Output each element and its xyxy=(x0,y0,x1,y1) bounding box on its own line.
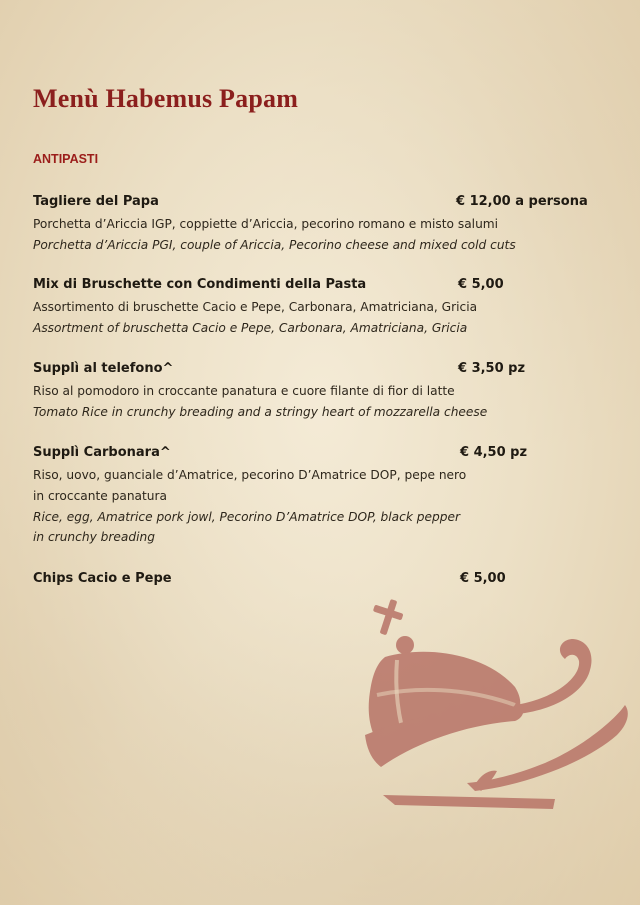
menu-item-header xyxy=(33,571,593,591)
menu-item xyxy=(33,445,593,548)
menu-item xyxy=(33,277,593,339)
menu-item-name: Supplì al telefono^ xyxy=(33,361,174,376)
menu-item-name: Tagliere del Papa xyxy=(33,194,159,209)
menu-item-header xyxy=(33,194,593,214)
menu-item-description-en: Assortment of bruschetta Cacio e Pepe, Carbonara, Amatriciana, Gricia xyxy=(33,320,468,335)
menu-item-description-en: Rice, egg, Amatrice pork jowl, Pecorino D’Amatrice DOP, black pepper xyxy=(33,509,461,524)
menu-item-description-en: Tomato Rice in crunchy breading and a stringy heart of mozzarella cheese xyxy=(33,404,488,419)
menu-item-description: Assortimento di bruschette Cacio e Pepe, Carbonara, Amatriciana, Gricia xyxy=(33,300,478,314)
menu-item xyxy=(33,194,593,256)
papal-tiara-icon xyxy=(355,595,635,835)
section-heading-antipasti: ANTIPASTI xyxy=(33,152,99,166)
menu-item-price: € 5,00 xyxy=(458,277,504,292)
menu-item-price: € 4,50 pz xyxy=(460,445,528,460)
menu-item-price: € 5,00 xyxy=(460,571,506,586)
menu-item-header xyxy=(33,277,593,297)
menu-title: Menù Habemus Papam xyxy=(33,84,299,113)
menu-item-description: Riso, uovo, guanciale d’Amatrice, pecorino D’Amatrice DOP, pepe nero xyxy=(33,468,467,482)
menu-item-description-en: Porchetta d’Ariccia PGI, couple of Ariccia, Pecorino cheese and mixed cold cuts xyxy=(33,237,516,252)
menu-item-header xyxy=(33,445,593,465)
menu-item xyxy=(33,361,593,423)
menu-item xyxy=(33,571,593,591)
menu-item-name: Supplì Carbonara^ xyxy=(33,445,171,460)
menu-item-description: Porchetta d’Ariccia IGP, coppiette d’Ariccia, pecorino romano e misto salumi xyxy=(33,217,499,231)
menu-item-description-en: in crunchy breading xyxy=(33,530,155,545)
menu-item-description: in croccante panatura xyxy=(33,488,168,503)
menu-item-description: Riso al pomodoro in croccante panatura e cuore filante di fior di latte xyxy=(33,384,455,398)
menu-item-header xyxy=(33,361,593,381)
menu-item-price: € 12,00 a persona xyxy=(456,194,588,209)
menu-item-name: Chips Cacio e Pepe xyxy=(33,571,172,586)
menu-item-name: Mix di Bruschette con Condimenti della Pasta xyxy=(33,277,367,292)
menu-item-price: € 3,50 pz xyxy=(458,361,526,376)
